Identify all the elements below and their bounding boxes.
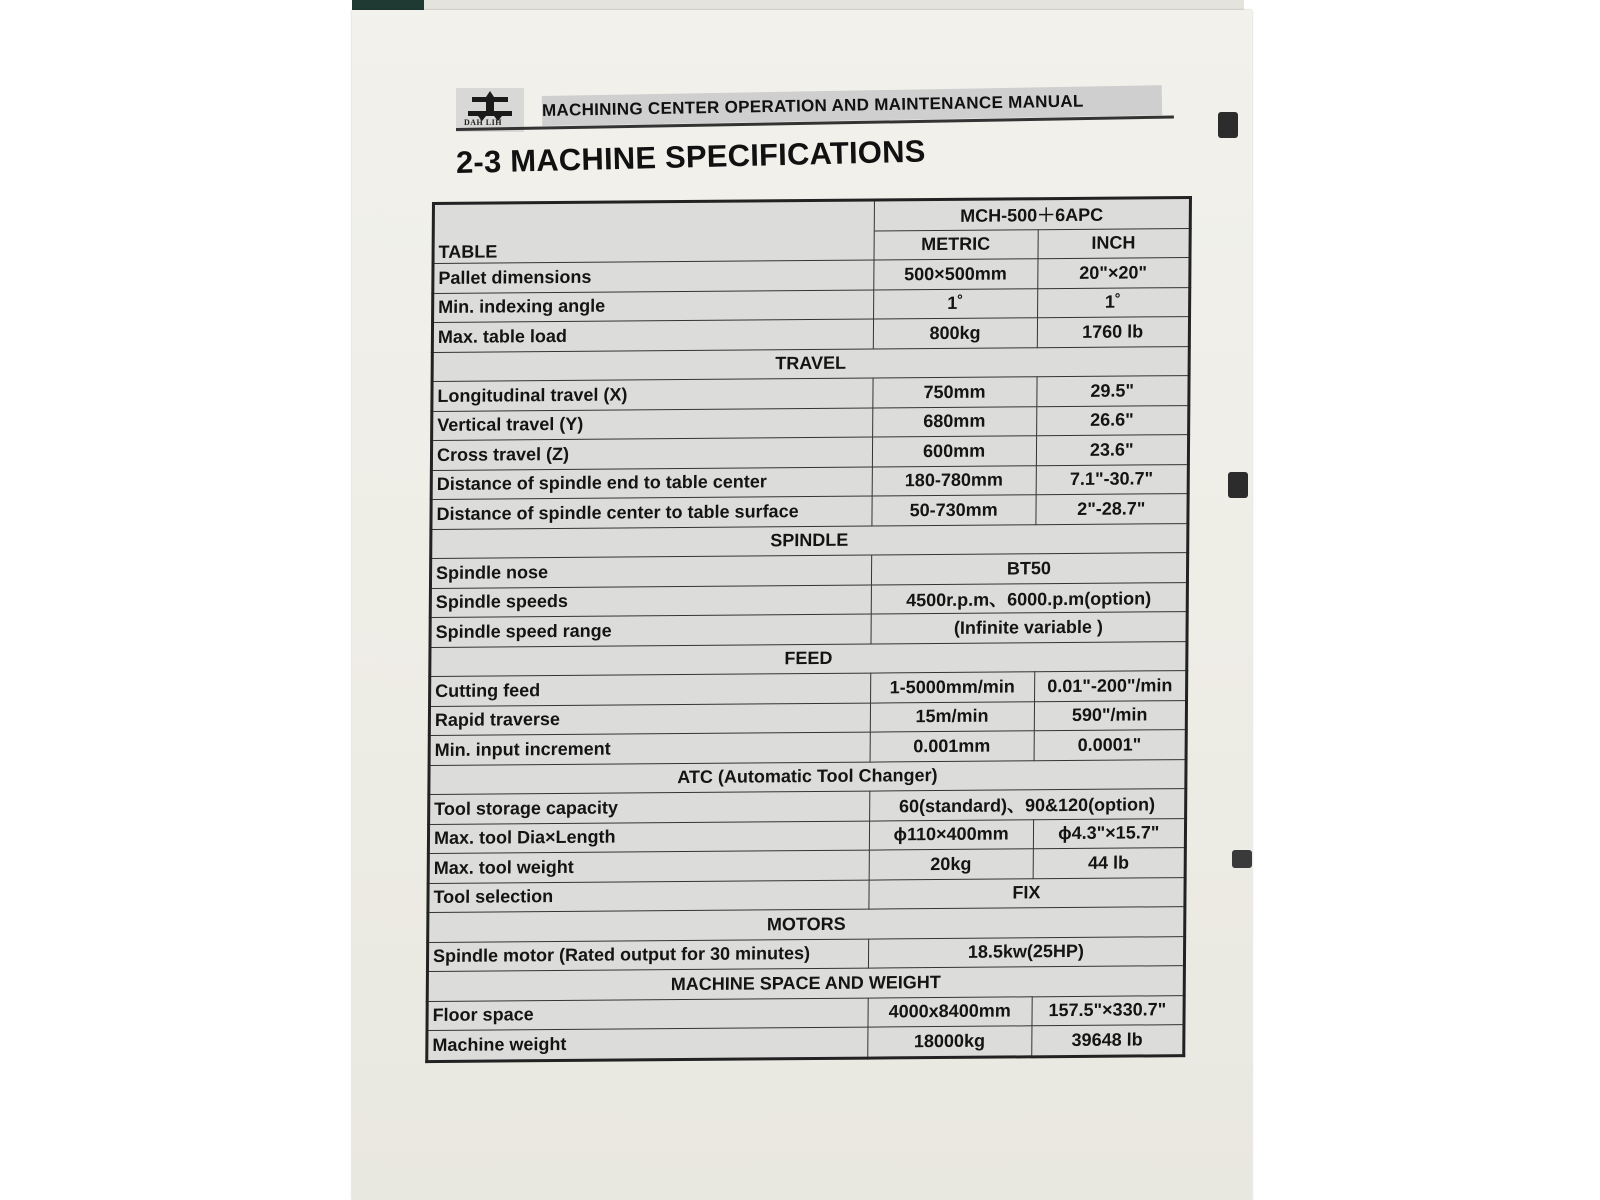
column-header-inch: INCH — [1038, 228, 1191, 259]
spec-label: Min. input increment — [429, 732, 870, 765]
binder-tab-lower — [1232, 850, 1252, 868]
specifications-table — [425, 196, 1192, 1063]
spec-value-metric: 1-5000mm/min — [870, 672, 1034, 703]
specifications-table-wrap — [425, 196, 1192, 1063]
spec-value-inch: 0.01"-200"/min — [1034, 671, 1187, 702]
spec-value-metric: 680mm — [872, 406, 1036, 437]
spec-value-inch: 157.5"×330.7" — [1032, 995, 1185, 1026]
spec-label: Distance of spindle center to table surface — [431, 496, 872, 529]
spec-value-metric: ϕ110×400mm — [869, 819, 1033, 850]
model-name: MCH-500＋6APC — [874, 198, 1191, 231]
spec-value-inch: 29.5" — [1036, 376, 1189, 407]
logo-text: DAH LIH — [464, 118, 502, 127]
spec-value-metric: 0.001mm — [870, 731, 1034, 762]
section-heading: SPINDLE — [431, 523, 1188, 558]
spec-value: 18.5kw(25HP) — [868, 936, 1185, 968]
background — [0, 0, 352, 1200]
spec-label: Max. tool Dia×Length — [428, 821, 869, 854]
spec-value-metric: 600mm — [872, 436, 1036, 467]
spec-value-inch: 0.0001" — [1034, 730, 1187, 761]
spec-label: Tool selection — [428, 880, 869, 913]
spec-value: 60(standard)、90&120(option) — [869, 789, 1186, 821]
spec-value-metric: 500×500mm — [873, 259, 1037, 290]
spec-label: Longitudinal travel (X) — [432, 378, 873, 411]
spec-label: Tool storage capacity — [429, 791, 870, 824]
spec-label: Max. table load — [432, 319, 873, 352]
spec-value-metric: 4000x8400mm — [868, 996, 1032, 1027]
spec-label: Machine weight — [427, 1027, 868, 1061]
spec-label: Cutting feed — [430, 673, 871, 706]
spec-label: Spindle speeds — [430, 585, 871, 618]
section-heading: MACHINE SPACE AND WEIGHT — [427, 966, 1184, 1001]
header-blank-cell — [433, 200, 874, 234]
spec-value-inch: 23.6" — [1036, 435, 1189, 466]
spec-value-inch: 26.6" — [1036, 405, 1189, 436]
spec-value-inch: 7.1"-30.7" — [1036, 464, 1189, 495]
spec-value-metric: 180-780mm — [872, 465, 1036, 496]
spec-value-inch: 590"/min — [1034, 700, 1187, 731]
column-header-metric: METRIC — [874, 229, 1038, 260]
spec-value: BT50 — [871, 553, 1188, 585]
spec-value-metric: 15m/min — [870, 701, 1034, 732]
spec-label: Vertical travel (Y) — [432, 408, 873, 441]
spec-label: Floor space — [427, 998, 868, 1031]
spec-label: Distance of spindle end to table center — [431, 467, 872, 500]
section-heading: ATC (Automatic Tool Changer) — [429, 759, 1186, 794]
table-row — [427, 1025, 1184, 1061]
spec-value-inch: 1˚ — [1037, 287, 1190, 318]
spec-label: Rapid traverse — [429, 703, 870, 736]
binder-tab-middle — [1228, 472, 1248, 498]
manual-title: MACHINING CENTER OPERATION AND MAINTENANCE MANUAL — [542, 85, 1162, 126]
spec-value-inch: 1760 lb — [1037, 317, 1190, 348]
spec-value-inch: ϕ4.3"×15.7" — [1033, 818, 1186, 849]
spec-value-inch: 44 lb — [1033, 848, 1186, 879]
section-heading: FEED — [430, 641, 1187, 676]
spec-value: FIX — [869, 877, 1186, 909]
spec-label: Spindle nose — [430, 555, 871, 588]
spec-label: Spindle speed range — [430, 614, 871, 647]
spec-label: Max. tool weight — [428, 850, 869, 883]
group-label: TABLE — [433, 231, 874, 264]
spec-label: Spindle motor (Rated output for 30 minutes) — [427, 939, 868, 972]
spec-value-inch: 2"-28.7" — [1035, 494, 1188, 525]
section-heading: TRAVEL — [432, 346, 1189, 381]
spec-value: 4500r.p.m、6000.p.m(option) — [871, 582, 1188, 614]
section-heading: MOTORS — [428, 907, 1185, 942]
binder-tab-top — [1218, 112, 1238, 138]
spec-value-inch: 39648 lb — [1031, 1025, 1184, 1057]
spec-value-metric: 1˚ — [873, 288, 1037, 319]
spec-value-metric: 20kg — [869, 849, 1033, 880]
spec-value-metric: 18000kg — [867, 1026, 1031, 1058]
spec-value-metric: 50-730mm — [872, 495, 1036, 526]
spec-label: Min. indexing angle — [433, 290, 874, 323]
spec-label: Cross travel (Z) — [431, 437, 872, 470]
spec-value-metric: 750mm — [873, 377, 1037, 408]
spec-value: (Infinite variable ) — [871, 612, 1188, 644]
spec-value-inch: 20"×20" — [1037, 258, 1190, 289]
spec-value-metric: 800kg — [873, 318, 1037, 349]
spec-label: Pallet dimensions — [433, 260, 874, 293]
page-title: 2-3 MACHINE SPECIFICATIONS — [455, 133, 926, 180]
